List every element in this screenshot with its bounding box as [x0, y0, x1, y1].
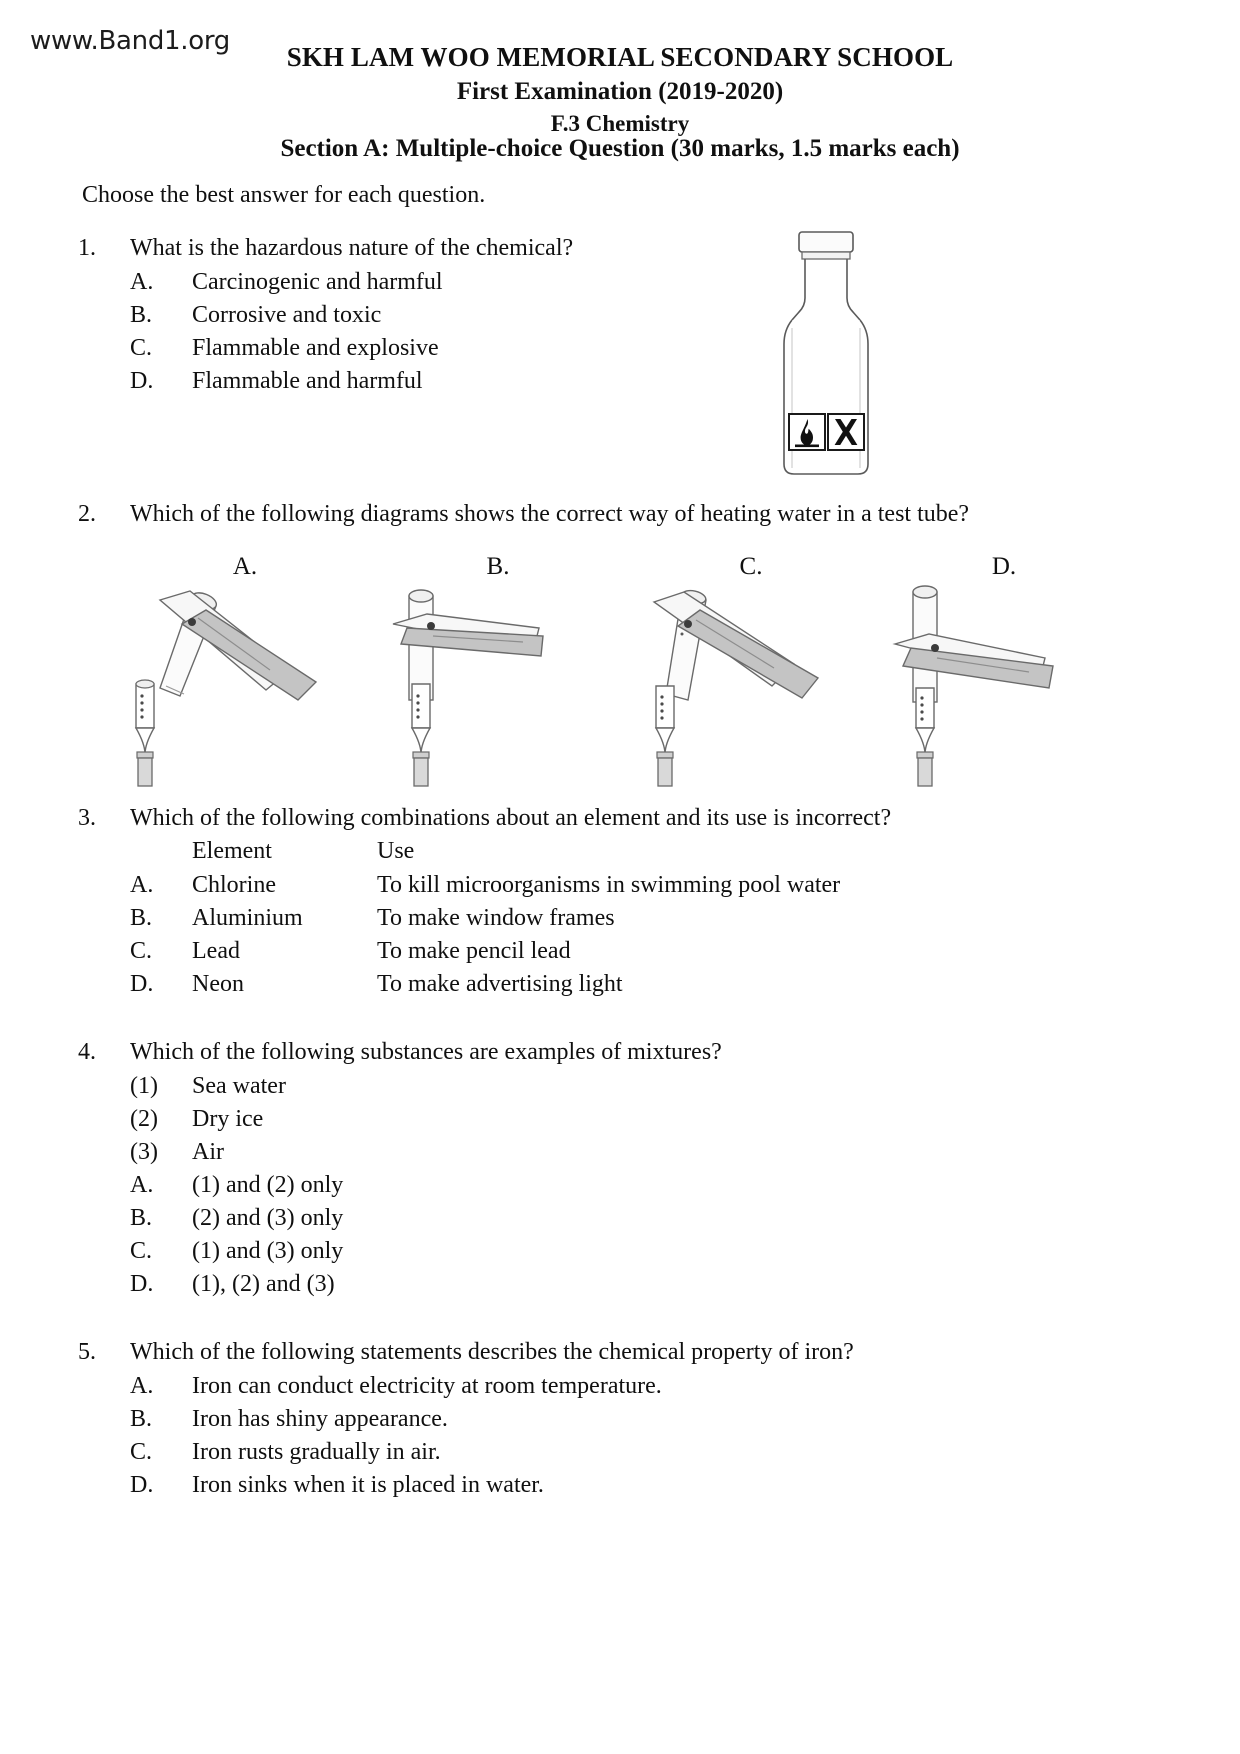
statement-list: [78, 1070, 1168, 1301]
option-element: Lead: [192, 938, 240, 964]
option-letter: A.: [130, 269, 154, 295]
header-spacer: [78, 835, 192, 868]
option-element: Aluminium: [192, 905, 303, 931]
question-number: 3.: [78, 805, 96, 831]
test-tube-vertical-over-flame-icon: [373, 578, 623, 788]
option-c[interactable]: [78, 1436, 1168, 1469]
statement-text: Air: [192, 1139, 224, 1165]
page-header: [0, 42, 1240, 137]
option-letter: A.: [130, 1373, 154, 1399]
test-tube-tilted-right-over-flame-icon: [626, 578, 876, 788]
option-c[interactable]: [78, 935, 1168, 968]
question-text: What is the hazardous nature of the chemical?: [130, 235, 574, 261]
option-letter: D.: [130, 971, 154, 997]
diagram-option-b[interactable]: [373, 552, 623, 792]
option-a[interactable]: [78, 869, 1168, 902]
reagent-bottle-icon: [726, 228, 926, 483]
diagram-option-a[interactable]: [120, 552, 370, 792]
question-stem: [78, 232, 1168, 265]
diagram-label: A.: [232, 553, 258, 580]
option-letter: D.: [130, 1271, 154, 1297]
option-text: Iron sinks when it is placed in water.: [192, 1472, 544, 1498]
option-letter: A.: [130, 872, 154, 898]
option-b[interactable]: [78, 902, 1168, 935]
option-letter: D.: [130, 368, 154, 394]
option-letter: B.: [130, 905, 153, 931]
statement-3: [78, 1136, 1168, 1169]
question-stem: [78, 1036, 1168, 1069]
question-number: 1.: [78, 235, 96, 261]
option-d[interactable]: [78, 968, 1168, 1001]
option-a[interactable]: [78, 1169, 1168, 1202]
option-letter: A.: [130, 1172, 154, 1198]
test-tube-tilted-left-over-flame-icon: [120, 578, 370, 788]
option-letter: B.: [130, 1406, 153, 1432]
test-tube-diagram-row: [120, 552, 1130, 792]
option-text: (2) and (3) only: [192, 1205, 344, 1231]
option-use: To make advertising light: [377, 971, 623, 997]
question-stem: [78, 1336, 1168, 1369]
statement-marker: (1): [130, 1073, 158, 1099]
option-use: To make window frames: [377, 905, 615, 931]
instruction-text: Choose the best answer for each question.: [82, 182, 486, 208]
statement-text: Sea water: [192, 1073, 286, 1099]
section-heading: Section A: Multiple-choice Question (30 marks, 1.5 marks each): [280, 135, 960, 162]
option-letter: D.: [130, 1472, 154, 1498]
option-c[interactable]: [78, 1235, 1168, 1268]
question-text: Which of the following diagrams shows the correct way of heating water in a test tube?: [130, 501, 970, 527]
option-letter: C.: [130, 335, 153, 361]
option-list: [78, 1370, 1168, 1502]
option-b[interactable]: [78, 1403, 1168, 1436]
question-1: [78, 232, 1168, 398]
diagram-label: C.: [739, 553, 763, 580]
option-text: Flammable and explosive: [192, 335, 439, 361]
option-text: Flammable and harmful: [192, 368, 423, 394]
option-use: To make pencil lead: [377, 938, 571, 964]
subject-name: F.3 Chemistry: [550, 111, 690, 136]
statement-marker: (2): [130, 1106, 158, 1132]
statement-text: Dry ice: [192, 1106, 264, 1132]
option-b[interactable]: [78, 1202, 1168, 1235]
statement-2: [78, 1103, 1168, 1136]
question-stem: [78, 498, 1168, 531]
option-letter: C.: [130, 1238, 153, 1264]
option-text: Iron rusts gradually in air.: [192, 1439, 441, 1465]
school-name: SKH LAM WOO MEMORIAL SECONDARY SCHOOL: [286, 42, 954, 72]
statement-marker: (3): [130, 1139, 158, 1165]
option-text: (1) and (2) only: [192, 1172, 344, 1198]
option-letter: C.: [130, 938, 153, 964]
option-text: Corrosive and toxic: [192, 302, 382, 328]
option-text: (1), (2) and (3): [192, 1271, 335, 1297]
option-a[interactable]: [78, 266, 1168, 299]
option-d[interactable]: [78, 365, 1168, 398]
diagram-label: B.: [486, 553, 510, 580]
option-use: To kill microorganisms in swimming pool water: [377, 872, 841, 898]
option-element: Neon: [192, 971, 244, 997]
exam-name: First Examination (2019-2020): [456, 78, 784, 105]
question-5: [78, 1336, 1168, 1502]
option-text: Carcinogenic and harmful: [192, 269, 443, 295]
diagram-label: D.: [991, 553, 1017, 580]
option-d[interactable]: [78, 1268, 1168, 1301]
cross-symbol: [828, 414, 864, 450]
reagent-bottle-figure: [726, 228, 926, 483]
option-letter: B.: [130, 1205, 153, 1231]
option-list: [78, 266, 1168, 398]
question-2: [78, 498, 1168, 531]
column-header-element: Element: [192, 838, 272, 864]
option-letter: B.: [130, 302, 153, 328]
diagram-option-c[interactable]: [626, 552, 876, 792]
option-list: [78, 869, 1168, 1001]
option-a[interactable]: [78, 1370, 1168, 1403]
question-3: [78, 802, 1168, 1001]
question-text: Which of the following statements describes the chemical property of iron?: [130, 1339, 854, 1365]
question-number: 2.: [78, 501, 96, 527]
statement-1: [78, 1070, 1168, 1103]
question-text: Which of the following combinations about an element and its use is incorrect?: [130, 805, 892, 831]
test-tube-vertical-tongs-low-icon: [879, 578, 1129, 788]
option-element: Chlorine: [192, 872, 276, 898]
question-number: 4.: [78, 1039, 96, 1065]
question-stem: [78, 802, 1168, 835]
option-text: Iron has shiny appearance.: [192, 1406, 448, 1432]
option-b[interactable]: [78, 299, 1168, 332]
flame-symbol: [789, 414, 825, 450]
column-header-use: Use: [377, 838, 415, 864]
question-4: [78, 1036, 1168, 1301]
question-number: 5.: [78, 1339, 96, 1365]
diagram-option-d[interactable]: [879, 552, 1129, 792]
option-d[interactable]: [78, 1469, 1168, 1502]
option-letter: C.: [130, 1439, 153, 1465]
question-text: Which of the following substances are examples of mixtures?: [130, 1039, 722, 1065]
watermark-text: www.Band1.org: [30, 26, 230, 56]
option-text: Iron can conduct electricity at room temperature.: [192, 1373, 662, 1399]
option-c[interactable]: [78, 332, 1168, 365]
column-headers: [78, 835, 1168, 868]
option-text: (1) and (3) only: [192, 1238, 344, 1264]
